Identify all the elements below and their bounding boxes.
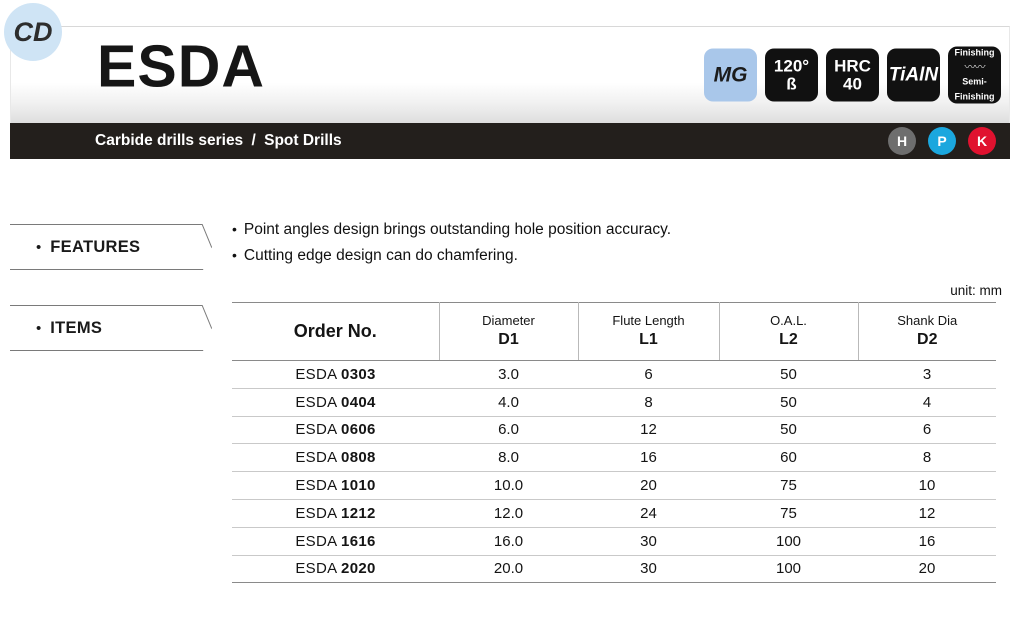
col-header-diameter-symbol: D1 [498,330,519,348]
cell-diameter: 6.0 [439,416,578,444]
cell-shank-dia: 12 [858,499,996,527]
feature-item [232,218,832,242]
semi-finishing-label: Finishing [954,91,995,102]
header-icon-strip [704,47,1001,104]
cell-oal: 60 [719,444,858,472]
order-code: 2020 [341,560,376,578]
col-header-flute-length-symbol: L1 [639,330,658,348]
feature-text: Point angles design brings outstanding hole position accuracy. [243,221,672,238]
cell-order-no [232,555,439,583]
cell-shank-dia: 10 [858,472,996,500]
cell-oal: 50 [719,361,858,389]
table-row [232,472,996,500]
order-code: 0303 [341,365,376,383]
material-badge-k: K [968,127,996,155]
table-row [232,527,996,555]
cell-oal: 100 [719,555,858,583]
breadcrumb [95,132,342,150]
section-tab-items-label: ITEMS [50,318,103,337]
order-code: 0606 [341,421,376,439]
order-prefix: ESDA [295,393,342,411]
cell-flute-length: 24 [578,499,719,527]
order-prefix: ESDA [295,560,342,578]
cell-oal: 50 [719,416,858,444]
cell-diameter: 20.0 [439,555,578,583]
col-header-diameter [439,303,578,361]
point-angle-value: 120° [773,56,810,76]
cell-order-no [232,416,439,444]
cell-shank-dia: 6 [858,416,996,444]
feature-text: Cutting edge design can do chamfering. [243,247,518,265]
feature-item [232,244,832,268]
breadcrumb-type: Spot Drills [264,132,342,149]
cell-order-no [232,499,439,527]
table-row [232,555,996,583]
unit-note: unit: mm [950,283,1002,298]
col-header-flute-length-name: Flute Length [612,313,685,329]
cell-oal: 75 [719,499,858,527]
cell-flute-length: 12 [578,416,719,444]
tab-corner-shape [202,224,221,270]
order-prefix: ESDA [295,477,342,495]
table-row [232,388,996,416]
material-badge-p: P [928,127,956,155]
mg-icon [704,49,757,102]
cell-diameter: 16.0 [439,527,578,555]
point-angle-unit: ß [786,74,797,93]
cell-flute-length: 16 [578,444,719,472]
order-code: 1212 [341,504,376,522]
order-prefix: ESDA [295,421,342,439]
col-header-oal-symbol: L2 [779,330,798,348]
cell-shank-dia: 16 [858,527,996,555]
order-code: 1010 [341,477,376,495]
material-badge-h: H [888,127,916,155]
order-prefix: ESDA [295,365,342,383]
page-title: ESDA [97,33,265,100]
tialn-coating-icon [887,49,940,102]
order-code: 0808 [341,449,376,467]
order-code: 0404 [341,393,376,411]
table-header-row [232,303,996,361]
spec-table-body [232,361,996,583]
cell-order-no [232,361,439,389]
order-code: 1616 [341,532,376,550]
bullet-icon: • [232,247,237,264]
cell-shank-dia: 3 [858,361,996,389]
breadcrumb-separator: / [251,132,256,149]
section-tab-items [10,305,220,351]
hardness-icon [826,49,879,102]
cell-diameter: 4.0 [439,388,578,416]
cell-oal: 75 [719,472,858,500]
cell-flute-length: 30 [578,555,719,583]
cell-order-no [232,472,439,500]
cell-shank-dia: 20 [858,555,996,583]
semi-label: Semi- [962,76,987,87]
header-subtitle-bar [10,123,1010,159]
cell-oal: 50 [719,388,858,416]
cell-oal: 100 [719,527,858,555]
col-header-shank-dia-symbol: D2 [917,330,938,348]
cell-flute-length: 6 [578,361,719,389]
table-row [232,416,996,444]
tab-corner-shape [202,305,221,351]
section-tab-features-label: FEATURES [50,237,141,256]
order-prefix: ESDA [295,504,342,522]
col-header-shank-dia-name: Shank Dia [897,313,958,329]
cell-shank-dia: 8 [858,444,996,472]
hardness-scale: HRC [834,56,871,76]
col-header-order-no: Order No. [232,303,439,361]
wave-divider-icon: 〰〰 [964,61,985,74]
material-group-badges [888,127,996,155]
cell-flute-length: 8 [578,388,719,416]
col-header-shank-dia [858,303,996,361]
col-header-oal-name: O.A.L. [770,313,807,329]
cell-order-no [232,444,439,472]
col-header-diameter-name: Diameter [482,313,535,329]
bullet-icon: • [36,238,42,256]
table-row [232,499,996,527]
tialn-label: TiAlN [888,64,939,86]
page-header [10,26,1010,159]
section-tab-features [10,224,220,270]
finishing-label: Finishing [954,47,995,58]
mg-icon-label: MG [713,63,748,87]
header-top-band [10,26,1010,123]
cell-diameter: 8.0 [439,444,578,472]
table-row [232,444,996,472]
spec-table-wrapper [232,302,996,583]
cell-shank-dia: 4 [858,388,996,416]
table-row [232,361,996,389]
point-angle-icon [765,49,818,102]
col-header-flute-length [578,303,719,361]
order-prefix: ESDA [295,532,342,550]
cell-flute-length: 20 [578,472,719,500]
cell-diameter: 12.0 [439,499,578,527]
bullet-icon: • [232,221,237,237]
cell-order-no [232,388,439,416]
cd-badge-label: CD [13,16,53,47]
breadcrumb-series: Carbide drills series [95,132,244,149]
col-header-oal [719,303,858,361]
hardness-value: 40 [843,74,862,93]
cell-diameter: 3.0 [439,361,578,389]
bullet-icon: • [36,319,42,337]
finishing-icon [948,47,1001,104]
cell-flute-length: 30 [578,527,719,555]
order-prefix: ESDA [295,449,342,467]
cell-diameter: 10.0 [439,472,578,500]
spec-table [232,302,996,583]
cell-order-no [232,527,439,555]
features-list [232,218,832,270]
cd-badge [4,3,62,61]
